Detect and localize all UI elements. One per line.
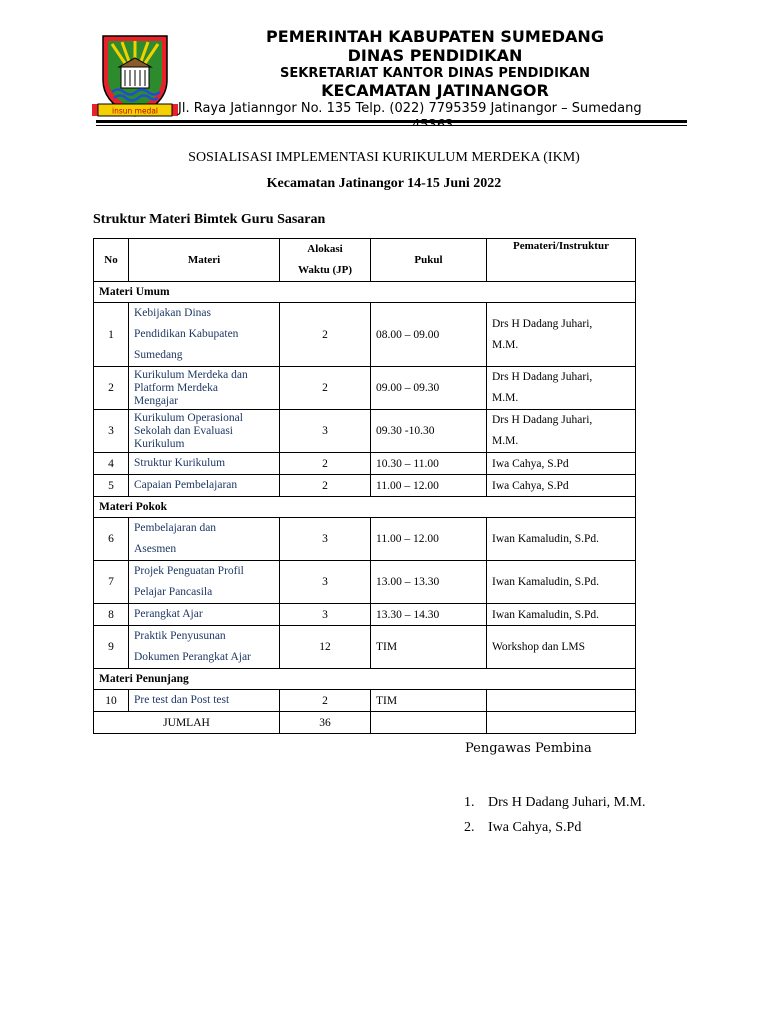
table-header-row [94, 239, 636, 282]
table-row [94, 303, 636, 367]
section-label: Materi Penunjang [94, 669, 636, 690]
cell-jp: 2 [280, 367, 371, 410]
materi-line: Mengajar [134, 394, 179, 407]
cell-pukul: 08.00 – 09.00 [371, 303, 487, 367]
list-item [464, 815, 645, 840]
cell-jp: 3 [280, 561, 371, 604]
cell-pemateri [487, 303, 636, 367]
cell-materi: Struktur Kurikulum [129, 453, 280, 475]
materi-line: Kurikulum Merdeka dan [134, 368, 248, 381]
total-empty-cell [371, 712, 487, 734]
pemateri-line: M.M. [492, 392, 519, 404]
pemateri-line: Drs H Dadang Juhari, [492, 317, 593, 330]
cell-jp: 2 [280, 475, 371, 497]
materi-line: Platform Merdeka [134, 381, 218, 394]
cell-pukul: 10.30 – 11.00 [371, 453, 487, 475]
cell-pemateri [487, 367, 636, 410]
materi-line: Dokumen Perangkat Ajar [134, 651, 251, 663]
table-row [94, 561, 636, 604]
cell-pemateri: Iwa Cahya, S.Pd [487, 453, 636, 475]
letterhead-address: Jl. Raya Jatianngor No. 135 Telp. (022) 7795359 Jatinangor – Sumedang [178, 101, 642, 116]
cell-materi [129, 410, 280, 453]
cell-no: 4 [94, 453, 129, 475]
header-pukul: Pukul [371, 239, 487, 282]
total-jp: 36 [280, 712, 371, 734]
document-title: SOSIALISASI IMPLEMENTASI KURIKULUM MERDEKA (IKM) [188, 150, 580, 165]
table-row [94, 410, 636, 453]
pemateri-line: M.M. [492, 338, 519, 351]
pemateri-line: M.M. [492, 435, 519, 447]
list-number: 1. [464, 795, 475, 810]
materi-table [93, 238, 636, 734]
cell-materi [129, 626, 280, 669]
signatories-list [464, 790, 645, 840]
cell-pemateri: Iwan Kamaludin, S.Pd. [487, 604, 636, 626]
table-row [94, 690, 636, 712]
letterhead-department: DINAS PENDIDIKAN [347, 46, 523, 65]
materi-line: Sekolah dan Evaluasi [134, 424, 234, 437]
table-row [94, 453, 636, 475]
materi-line: Pendidikan Kabupaten [134, 328, 239, 340]
header-no: No [94, 239, 129, 282]
materi-line: Projek Penguatan Profil [134, 565, 244, 577]
section-row [94, 669, 636, 690]
header-pemateri: Pemateri/Instruktur [487, 239, 636, 282]
cell-materi [129, 303, 280, 367]
section-row [94, 282, 636, 303]
cell-jp: 2 [280, 690, 371, 712]
table-row [94, 475, 636, 497]
cell-pukul: 11.00 – 12.00 [371, 475, 487, 497]
materi-line: Sumedang [134, 349, 183, 361]
cell-materi: Capaian Pembelajaran [129, 475, 280, 497]
cell-jp: 2 [280, 303, 371, 367]
cell-jp: 3 [280, 604, 371, 626]
materi-line: Asesmen [134, 543, 177, 555]
cell-no: 1 [94, 303, 129, 367]
emblem-ribbon-text: insun medal [112, 106, 158, 116]
cell-no: 2 [94, 367, 129, 410]
signatory-name: Drs H Dadang Juhari, M.M. [488, 795, 646, 810]
cell-no: 8 [94, 604, 129, 626]
cell-pemateri [487, 410, 636, 453]
materi-line: Kurikulum [134, 437, 185, 450]
header-materi: Materi [129, 239, 280, 282]
cell-pemateri: Iwa Cahya, S.Pd [487, 475, 636, 497]
total-empty-cell [487, 712, 636, 734]
cell-materi: Perangkat Ajar [129, 604, 280, 626]
sumedang-regency-emblem [90, 30, 180, 126]
cell-pemateri: Iwan Kamaludin, S.Pd. [487, 518, 636, 561]
list-number: 2. [464, 820, 475, 835]
cell-pukul: 11.00 – 12.00 [371, 518, 487, 561]
cell-no: 7 [94, 561, 129, 604]
list-item [464, 790, 645, 815]
pemateri-line: Drs H Dadang Juhari, [492, 414, 593, 426]
materi-line: Pembelajaran dan [134, 522, 217, 534]
cell-jp: 3 [280, 410, 371, 453]
cell-materi: Pre test dan Post test [129, 690, 280, 712]
section-title: Struktur Materi Bimtek Guru Sasaran [93, 212, 326, 227]
cell-no: 6 [94, 518, 129, 561]
table-row [94, 626, 636, 669]
cell-pukul: 13.30 – 14.30 [371, 604, 487, 626]
table-row [94, 367, 636, 410]
cell-materi [129, 518, 280, 561]
cell-pukul: 09.00 – 09.30 [371, 367, 487, 410]
header-alokasi-line2: Waktu (JP) [297, 264, 353, 276]
header-alokasi-line1: Alokasi [307, 243, 343, 255]
signatories-heading: Pengawas Pembina [465, 741, 592, 756]
letterhead-rule-thin [96, 125, 687, 126]
cell-no: 5 [94, 475, 129, 497]
section-label: Materi Pokok [94, 497, 636, 518]
total-label: JUMLAH [94, 712, 280, 734]
cell-pukul: TIM [371, 626, 487, 669]
letterhead-office: SEKRETARIAT KANTOR DINAS PENDIDIKAN [280, 66, 590, 81]
cell-pemateri: Iwan Kamaludin, S.Pd. [487, 561, 636, 604]
cell-materi [129, 367, 280, 410]
pemateri-line: Drs H Dadang Juhari, [492, 371, 593, 383]
materi-line: Praktik Penyusunan [134, 630, 226, 642]
cell-jp: 12 [280, 626, 371, 669]
letterhead-district: KECAMATAN JATINANGOR [321, 81, 549, 100]
document-subtitle: Kecamatan Jatinangor 14-15 Juni 2022 [266, 176, 502, 191]
table-row [94, 518, 636, 561]
cell-jp: 3 [280, 518, 371, 561]
cell-materi [129, 561, 280, 604]
cell-pukul: 13.00 – 13.30 [371, 561, 487, 604]
section-row [94, 497, 636, 518]
cell-no: 10 [94, 690, 129, 712]
cell-pemateri [487, 690, 636, 712]
section-label: Materi Umum [94, 282, 636, 303]
letterhead-rule-thick [96, 120, 687, 123]
header-alokasi [280, 239, 371, 282]
letterhead-government: PEMERINTAH KABUPATEN SUMEDANG [266, 27, 604, 46]
cell-pukul: 09.30 -10.30 [371, 410, 487, 453]
cell-pukul: TIM [371, 690, 487, 712]
table-total-row [94, 712, 636, 734]
signatory-name: Iwa Cahya, S.Pd [488, 820, 582, 835]
materi-line: Pelajar Pancasila [134, 586, 213, 598]
materi-line: Kurikulum Operasional [134, 411, 243, 424]
cell-pemateri: Workshop dan LMS [487, 626, 636, 669]
cell-jp: 2 [280, 453, 371, 475]
materi-line: Kebijakan Dinas [134, 307, 211, 319]
table-row [94, 604, 636, 626]
cell-no: 9 [94, 626, 129, 669]
cell-no: 3 [94, 410, 129, 453]
